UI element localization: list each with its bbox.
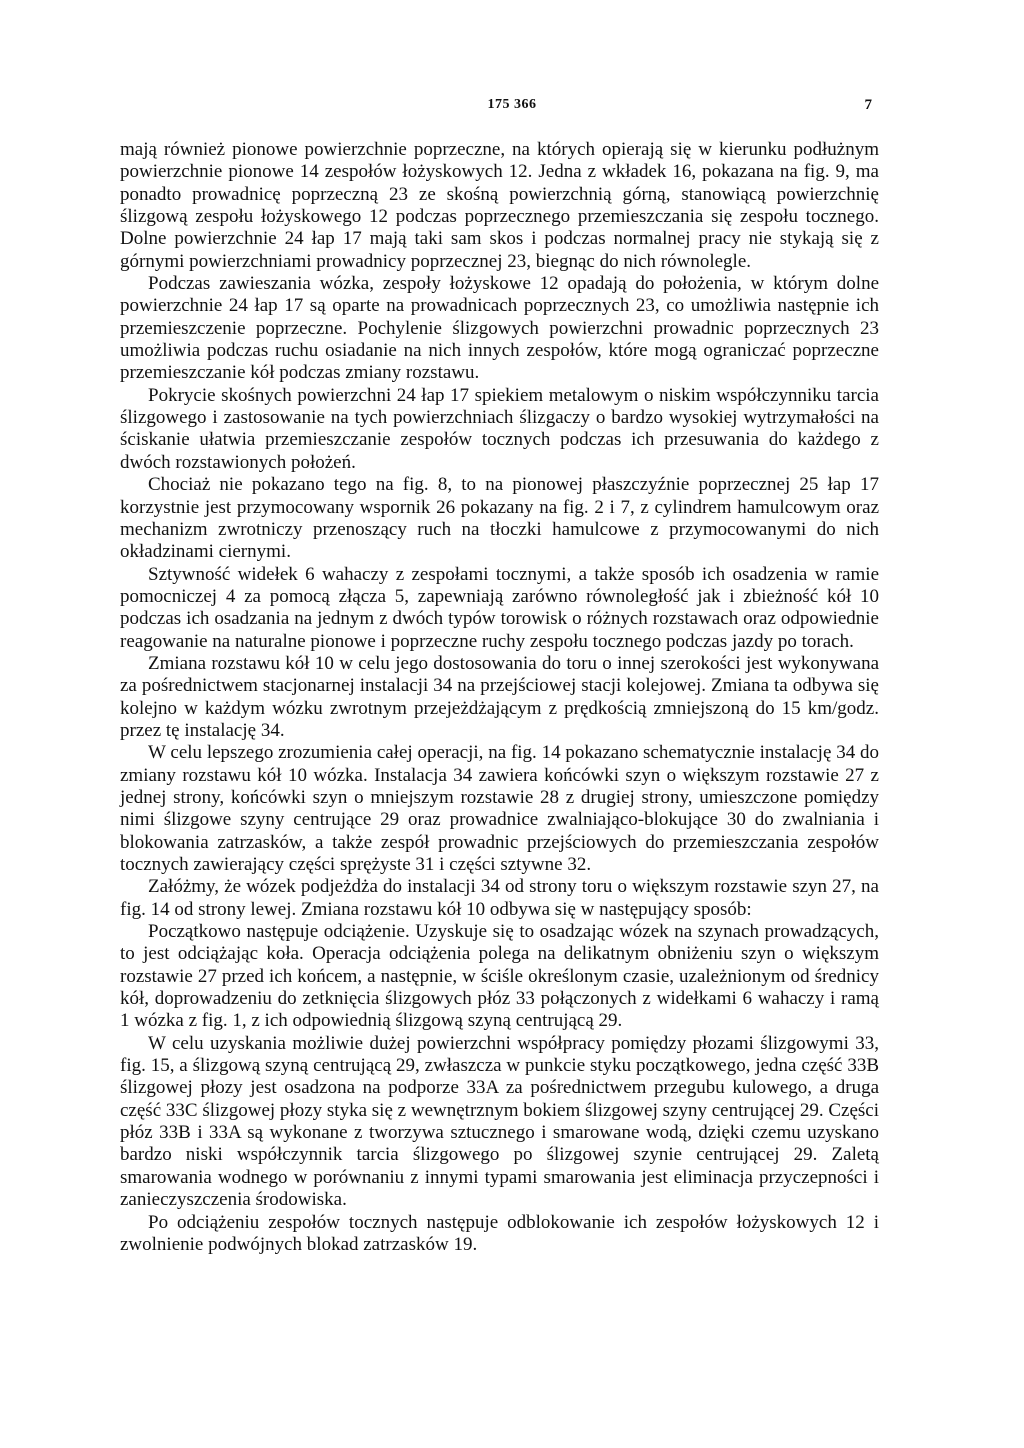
paragraph-6: Zmiana rozstawu kół 10 w celu jego dostosowania do toru o innej szerokości jest wykonywana za pośrednictwem stacjonarnej instalacji 34 na przejściowej stacji kolejowej. Zmiana ta odbywa się kolejno w każdym wózku zwrotnym przejeżdżającym z prędkością zmniejszoną do 15 km/godz. przez tę instalację 34. [120, 652, 879, 741]
paragraph-2: Podczas zawieszania wózka, zespoły łożyskowe 12 opadają do położenia, w którym dolne powierzchnie 24 łap 17 są oparte na prowadnicach poprzecznych 23, co umożliwia następnie ich przemieszczenie poprzeczne. Pochylenie ślizgowych powierzchni prowadnic poprzecznych 23 umożliwia podczas ruchu osiadanie na nich innych zespołów, które mogą ograniczać poprzeczne przemieszczanie kół podczas zmiany rozstawu. [120, 273, 879, 384]
page-header [0, 97, 1024, 119]
paragraph-9: Początkowo następuje odciążenie. Uzyskuje się to osadzając wózek na szynach prowadzących, to jest odciążając koła. Operacja odciążenia polega na delikatnym obniżeniu szyn o większym rozstawie 27 przed ich końcem, a następnie, w ściśle określonym czasie, uzależnionym od średnicy kół, doprowadzeniu do zetknięcia ślizgowych płóz 33 połączonych z widełkami 6 wahaczy i ramą 1 wózka z fig. 1, z ich odpowiednią ślizgową szyną centrującą 29. [120, 921, 879, 1032]
page-number: 7 [864, 97, 872, 113]
paragraph-8: Załóżmy, że wózek podjeżdża do instalacji 34 od strony toru o większym rozstawie szyn 27, na fig. 14 od strony lewej. Zmiana rozstawu kół 10 odbywa się w następujący sposób: [120, 876, 879, 920]
patent-number: 175 366 [487, 97, 537, 112]
paragraph-10: W celu uzyskania możliwie dużej powierzchni współpracy pomiędzy płozami ślizgowymi 33, fig. 15, a ślizgową szyną centrującą 29, zwłaszcza w punkcie styku początkowego, jedna część 33B ślizgowej płozy jest osadzona na podporze 33A za pośrednictwem przegubu kulowego, a druga część 33C ślizgowej płozy styka się z wewnętrznym bokiem ślizgowej szyny centrującej 29. Części płóz 33B i 33A są wykonane z tworzywa sztucznego i smarowane wodą, dzięki czemu uzyskano bardzo niski współczynnik tarcia ślizgowego po ślizgowej szynie centrującej 29. Zaletą smarowania wodnego w porównaniu z innymi typami smarowania jest eliminacja przyczepności i zanieczyszczenia środowiska. [120, 1032, 879, 1211]
paragraph-5: Sztywność widełek 6 wahaczy z zespołami tocznymi, a także sposób ich osadzenia w ramie pomocniczej 4 za pomocą złącza 5, zapewniają zarówno równoległość jak i zbieżność kół 10 podczas ich osadzania na jednym z dwóch typów torowisk o różnych rozstawach oraz odpowiednie reagowanie na naturalne pionowe i poprzeczne ruchy zespołu tocznego podczas jazdy po torach. [120, 563, 879, 652]
paragraph-4: Chociaż nie pokazano tego na fig. 8, to na pionowej płaszczyźnie poprzecznej 25 łap 17 korzystnie jest przymocowany wspornik 26 pokazany na fig. 2 i 7, z cylindrem hamulcowym oraz mechanizm zwrotniczy przenoszący ruch na tłoczki hamulcowe z przymocowanymi do nich okładzinami ciernymi. [120, 474, 879, 563]
paragraph-7: W celu lepszego zrozumienia całej operacji, na fig. 14 pokazano schematycznie instalację 34 do zmiany rozstawu kół 10 wózka. Instalacja 34 zawiera końcówki szyn o większym rozstawie 27 z jednej strony, końcówki szyn o mniejszym rozstawie 28 z drugiej strony, umieszczone pomiędzy nimi ślizgowe szyny centrujące 29 oraz prowadnice zwalniająco-blokujące 30 do zwalniania i blokowania zatrzasków, a także zespół prowadnic przejściowych do przemieszczania zespołów tocznych zawierający części sprężyste 31 i części sztywne 32. [120, 742, 879, 875]
paragraph-1: mają również pionowe powierzchnie poprzeczne, na których opierają się w kierunku podłużnym powierzchnie pionowe 14 zespołów łożyskowych 12. Jedna z wkładek 16, pokazana na fig. 9, ma ponadto prowadnicę poprzeczną 23 ze skośną powierzchnią górną, stanowiącą powierzchnię ślizgową zespołu łożyskowego 12 podczas poprzecznego przemieszczania się zespołu tocznego. Dolne powierzchnie 24 łap 17 mają taki sam skos i podczas normalnej pracy nie stykają się z górnymi powierzchniami prowadnicy poprzecznej 23, biegnąc do nich równolegle. [120, 139, 879, 272]
paragraph-11: Po odciążeniu zespołów tocznych następuje odblokowanie ich zespołów łożyskowych 12 i zwolnienie podwójnych blokad zatrzasków 19. [120, 1211, 879, 1255]
body-text [120, 139, 879, 1256]
paragraph-3: Pokrycie skośnych powierzchni 24 łap 17 spiekiem metalowym o niskim współczynniku tarcia ślizgowego i zastosowanie na tych powierzchniach ślizgaczy o bardzo wysokiej wytrzymałości na ściskanie ułatwia przemieszczanie zespołów tocznych podczas ich przesuwania do każdego z dwóch rozstawionych położeń. [120, 384, 879, 473]
